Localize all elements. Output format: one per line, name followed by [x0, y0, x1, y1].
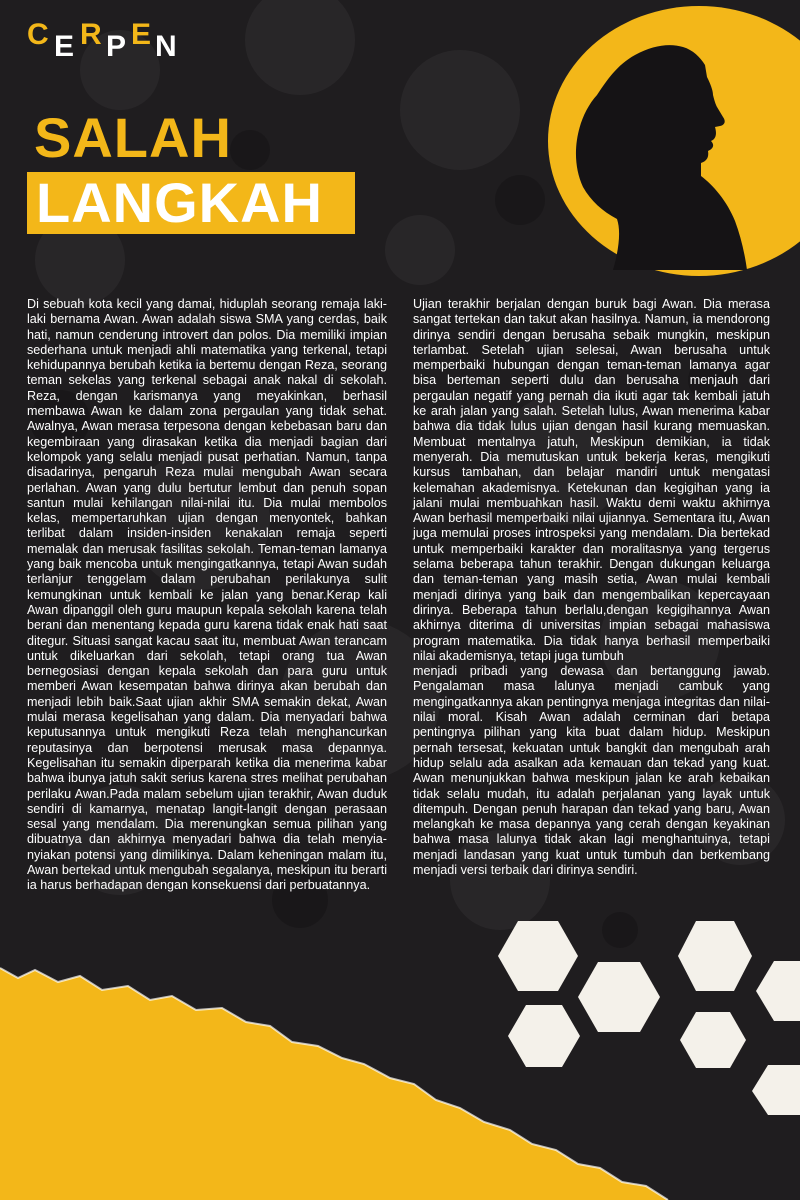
brand-letter: N	[155, 30, 177, 63]
person-silhouette-icon	[555, 35, 795, 270]
brand-letter: C	[27, 18, 49, 51]
title-line-1: SALAH	[34, 106, 232, 169]
title-line-2: LANGKAH	[36, 171, 323, 234]
brand-letter: P	[106, 30, 127, 63]
brand-letter: R	[80, 18, 102, 51]
hexagon-pattern	[490, 915, 800, 1115]
story-right-column: Ujian terakhir berjalan dengan buruk bagi Awan. Dia merasa sangat tertekan dan takut akan hasilnya. Namun, ia mendorong dirinya sendiri dengan berusaha sebaik mungkin, meskipun terlambat. Setelah ujian selesai, Awan berusaha untuk memperbaiki hubungan dengan teman-teman lamanya agar bisa berteman seperti dulu dan berusaha menjauh dari pergaulan negatif yang pernah dia ikuti agar tak kembali jatuh ke arah jalan yang salah. Setelah lulus, Awan menerima kabar bahwa dia tidak lulus ujian dengan hasil kurang memuaskan. Membuat mentalnya jatuh, Meskipun demikian, ia tidak menyerah. Dia memutuskan untuk bekerja keras, mengikuti kursus tambahan, dan belajar mandiri untuk mengatasi kelemahan akademisnya. Ketekunan dan kegigihan yang ia jalani mulai membuahkan hasil. Waktu demi waktu akhirnya Awan berhasil memperbaiki nilai ujiannya. Sementara itu, Awan juga memulai proses introspeksi yang mendalam. Dia bertekad untuk memperbaiki karakter dan moralitasnya yang tergerus selama beberapa tahun terakhir. Dengan dukungan keluarga dan teman-teman yang masih setia, Awan mulai kembali menjadi dirinya yang baik dan mengembalikan kepercayaan dirinya. Beberapa tahun berlalu,dengan kegigihannya Awan akhirnya diterima di universitas impian sebagai mahasiswa program matematika. Dia tidak hanya berhasil memperbaiki nilai akademisnya, tetapi juga tumbuh menjadi pribadi yang dewasa dan bertanggung jawab. Pengalaman masa lalunya menjadi cambuk yang mengingatkannya akan pentingnya menjaga integritas dan nilai-nilai moral. Kisah Awan adalah cerminan dari betapa pentingnya pilihan yang kita buat dalam hidup. Meskipun pernah tersesat, kekuatan untuk bangkit dan mengubah arah hidup selalu ada asalkan ada kemauan dan tekad yang kuat. Awan menunjukkan bahwa meskipun jalan ke arah kebaikan tidak selalu mudah, itu adalah perjalanan yang layak untuk ditempuh. Dengan penuh harapan dan tekad yang baru, Awan melangkah ke masa depannya yang cerah dengan keyakinan bahwa masa lalunya tidak akan lagi menghantuinya, tetapi menjadi landasan yang kuat untuk tumbuh dan berkembang menjadi versi terbaik dari dirinya sendiri.	[413, 297, 770, 877]
story-left-column: Di sebuah kota kecil yang damai, hiduplah seorang remaja laki-laki bernama Awan. Awan adalah siswa SMA yang cerdas, baik hati, namun cenderung introvert dan polos. Dia memiliki impian sederhana untuk menjadi ahli matematika yang terkenal, tetapi kehidupannya berubah ketika ia bertemu dengan Reza, seorang teman sekelas yang terkenal sebagai anak nakal di sekolah. Reza, dengan karismanya yang meyakinkan, berhasil membawa Awan ke dalam zona pergaulan yang tidak sehat. Awalnya, Awan merasa terpesona dengan kebebasan baru dan kegembiraan yang dirasakan ketika dia menjadi bagian dari kelompok yang selalu menjadi pusat perhatian. Namun, tanpa disadarinya, pengaruh Reza mulai mengubah Awan secara perlahan. Awan yang dulu bertutur lembut dan penuh sopan santun mulai kehilangan nilai-nilai itu. Dia mulai membolos kelas, mempertaruhkan ujian dengan menyontek, bahkan terlibat dalam insiden-insiden kenakalan remaja seperti memalak dan merusak fasilitas sekolah. Teman-teman lamanya yang baik mencoba untuk mengingatkannya, tetapi Awan sudah terlanjur tenggelam dalam perubahan perilakunya sulit kemungkinan untuk kembali ke jalan yang benar.Kerap kali Awan dipanggil oleh guru maupun kepala sekolah karena telah berani dan menentang kepada guru karena tidak enak hati saat ditegur. Situasi sangat kacau saat itu, membuat Awan terancam untuk dikeluarkan dari sekolah, tetapi orang tua Awan bernegosiasi dengan kepala sekolah dan para guru untuk memberi Awan kesempatan bahwa dirinya akan berubah dan menjadi lebih baik.Saat ujian akhir SMA semakin dekat, Awan mulai merasa kegelisahan yang dalam. Dia menyadari bahwa keputusannya untuk mengikuti Reza telah menghancurkan reputasinya dan berpotensi merusak masa depannya. Kegelisahan itu semakin diperparah ketika dia menerima kabar bahwa ibunya jatuh sakit serius karena stres melihat perubahan perilaku Awan.Pada malam sebelum ujian terakhir, Awan duduk sendiri di kamarnya, menatap langit-langit dengan perasaan sesal yang mendalam. Dia merenungkan semua pilihan yang dibuatnya dan akhirnya menyadari bahwa dia telah menyia-nyiakan potensi yang dimilikinya. Dalam keheningan malam itu, Awan bertekad untuk mengubah segalanya, meskipun itu berarti ia harus berhadapan dengan konsekuensi dari perbuatannya.	[27, 297, 387, 893]
brand-logo	[27, 18, 197, 64]
brand-letter: E	[131, 18, 152, 51]
brand-letter: E	[54, 30, 75, 63]
